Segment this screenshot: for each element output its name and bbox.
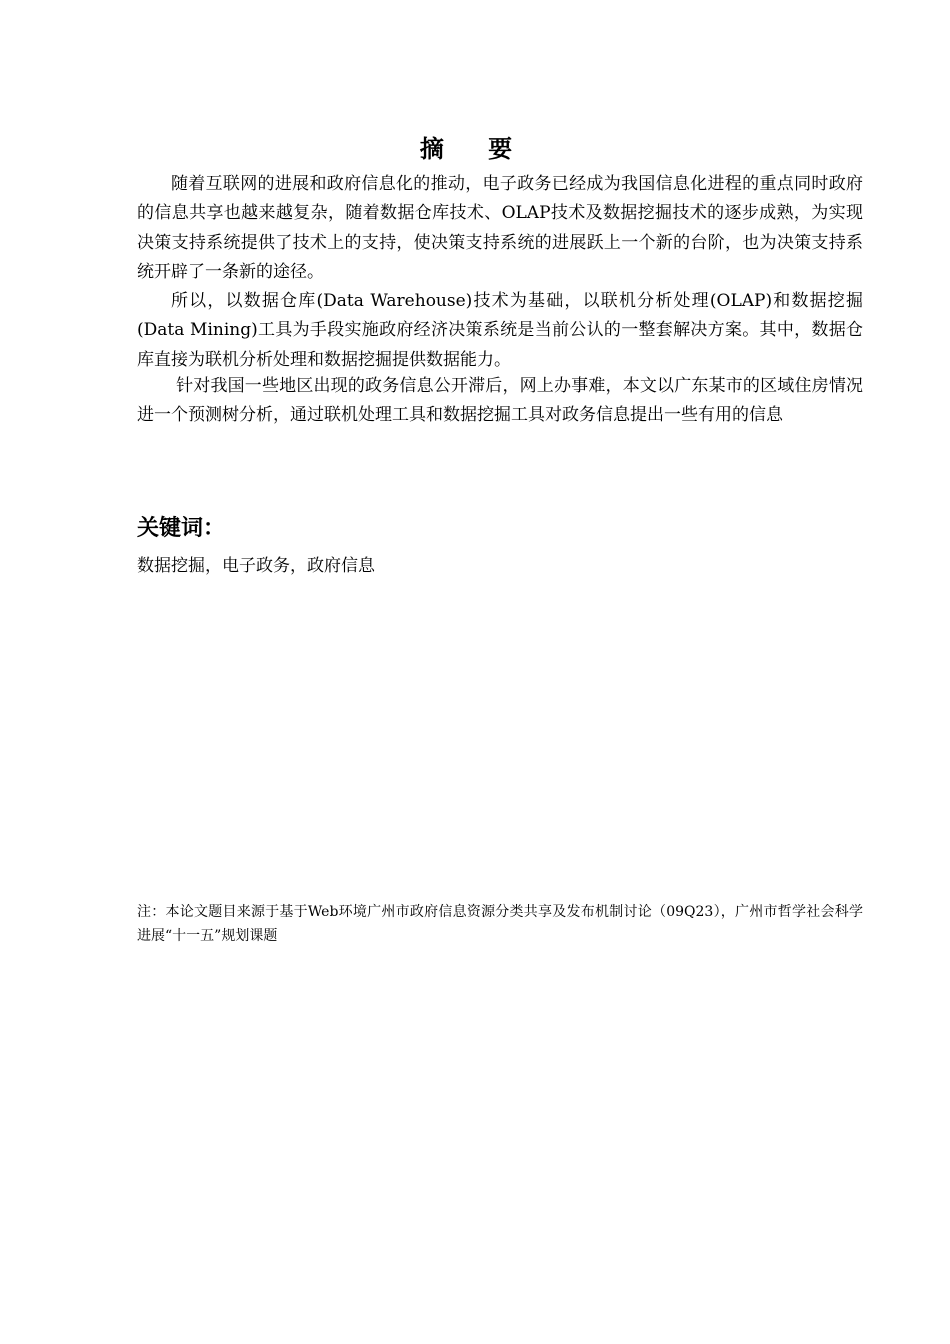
footnote-text: 注：本论文题目来源于基于Web环境广州市政府信息资源分类共享及发布机制讨论（09Q23），广州市哲学社会科学进展“十一五”规划课题 <box>137 904 863 944</box>
abstract-paragraph-2-block <box>137 287 863 375</box>
keywords-heading: 关键词： <box>137 516 226 541</box>
abstract-paragraph-3: 针对我国一些地区出现的政务信息公开滞后，网上办事难，本文以广东某市的区域住房情况进一个预测树分析，通过联机处理工具和数据挖掘工具对政务信息提出一些有用的信息 <box>137 376 863 426</box>
abstract-paragraph-1: 随着互联网的进展和政府信息化的推动，电子政务已经成为我国信息化进程的重点同时政府的信息共享也越来越复杂，随着数据仓库技术、OLAP技术及数据挖掘技术的逐步成熟，为实现决策支持系统提供了技术上的支持，使决策支持系统的进展跃上一个新的台阶，也为决策支持系统开辟了一条新的途径。 <box>137 174 863 282</box>
abstract-title: 摘 要 <box>419 135 531 163</box>
abstract-paragraph-1-block <box>137 170 863 287</box>
keywords-text: 数据挖掘，电子政务，政府信息 <box>137 556 375 576</box>
abstract-paragraph-2: 所以，以数据仓库(Data Warehouse)技术为基础，以联机分析处理(OLAP)和数据挖掘(Data Mining)工具为手段实施政府经济决策系统是当前公认的一整套解决方案。其中，数据仓库直接为联机分析处理和数据挖掘提供数据能力。 <box>137 291 863 370</box>
abstract-paragraph-3-block <box>137 372 863 431</box>
